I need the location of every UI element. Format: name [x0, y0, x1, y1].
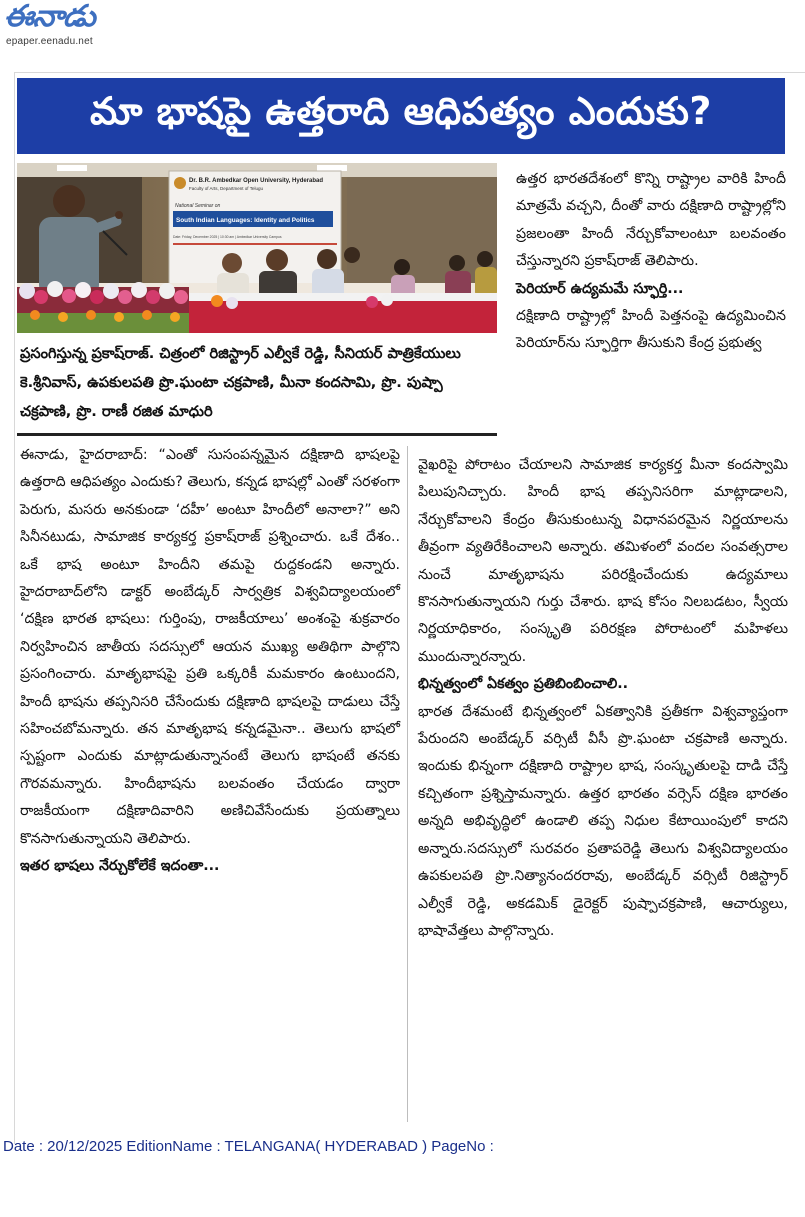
headline: మా భాషపై ఉత్తరాది ఆధిపత్యం ఎందుకు? [90, 89, 712, 133]
banner-line-1: Faculty of Arts, Department of Telugu [189, 186, 263, 191]
article-column-right-bottom [418, 452, 788, 945]
article-column-right-top [516, 166, 786, 358]
banner-line-0: Dr. B.R. Ambedkar Open University, Hyderabad [189, 178, 324, 184]
article-column-left [20, 442, 400, 881]
paragraph: భారత దేశమంటే భిన్నత్వంలో ఏకత్వానికి ప్రతీకగా విశ్వవ్యాప్తంగా పేరుందని అంబేడ్కర్‌ వర్సిటీ వీసీ ప్రొ.ఘంటా చక్రపాణి అన్నారు. ఇందుకు భిన్నంగా దక్షిణాది రాష్ట్రాల భాష, సంస్కృతులపై దాడి చేస్తే కచ్చితంగా ప్రశ్నిస్తామన్నారు. ఉత్తర భారతం వర్సెస్‌ దక్షిణ భారతం అన్నది అభివృద్ధిలో ఉండాలి తప్ప నిధుల కేటాయింపులో కాదని అన్నారు.సదస్సులో సురవరం ప్రతాపరెడ్డి తెలుగు విశ్వవిద్యాలయం ఉపకులపతి ప్రొ.నిత్యానందరరావు, అంబేడ్కర్‌ వర్సిటీ రిజిస్ట్రార్‌ ఎల్వీకే రెడ్డి, అకడమిక్‌ డైరెక్టర్‌ పుష్పాచక్రపాణి, ఆచార్యులు, భాషావేత్తలు పాల్గొన్నారు. [418, 703, 788, 939]
subheading: ఇతర భాషలు నేర్చుకోలేకే ఇదంతా... [20, 858, 220, 875]
paragraph: ఉత్తర భారతదేశంలో కొన్ని రాష్ట్రాల వారికి హిందీ మాత్రమే వచ్చని, దీంతో వారు దక్షిణాది రాష్ట్రాల్లోని ప్రజలంతా హిందీ నేర్చుకోవాలంటూ బలవంతం చేస్తున్నారని ప్రకాష్‌రాజ్‌ తెలిపారు. [516, 171, 786, 270]
banner-line-2: National Seminar on [175, 203, 221, 209]
caption-divider [17, 433, 497, 436]
seminar-photo-illustration [17, 163, 497, 333]
headline-banner [17, 78, 785, 154]
news-photo [17, 163, 497, 333]
banner-line-4: Date: Friday, December 2025 | 10:30 am | Ambedkar University Campus [173, 235, 282, 239]
masthead [2, 0, 162, 52]
subheading: పెరియార్‌ ఉద్యమమే స్ఫూర్తి... [516, 280, 684, 297]
paragraph: ఈనాడు, హైదరాబాద్‌: “ఎంతో సుసంపన్నమైన దక్షిణాది భాషలపై ఉత్తరాది ఆధిపత్యం ఎందుకు? తెలుగు, కన్నడ భాషల్లో ఎంతో సరళంగా పెరుగు, మసరు అనకుండా ‘దహీ’ అంటూ హిందీలో అనాలా?” అని సినీనటుడు, సామాజిక కార్యకర్త ప్రకాష్‌రాజ్‌ ప్రశ్నించారు. ఒకే దేశం.. ఒకే భాష అంటూ హిందీని తమపై రుద్దకండని అన్నారు. హైదరాబాద్‌లోని డాక్టర్‌ అంబేడ్కర్‌ సార్వత్రిక విశ్వవిద్యాలయంలో ‘దక్షిణ భారత భాషలు: గుర్తింపు, రాజకీయాలు’ అంశంపై శుక్రవారం నిర్వహించిన జాతీయ సదస్సులో ఆయన ముఖ్య అతిథిగా పాల్గొని ప్రసంగించారు. మాతృభాషపై ప్రతి ఒక్కరికీ మమకారం ఉంటుందని, హిందీ భాషను తప్పనిసరి చేసేందుకు దక్షిణాది భాషలపై దాడులు చేస్తే సహించబోమన్నారు. తన మాతృభాష కన్నడమైనా.. తెలుగు భాషలో స్పష్టంగా ఎందుకు మాట్లాడుతున్నానంటే తెలుగు భాషంటే తనకు గౌరవమన్నారు. హిందీభాషను బలవంతం చేయడం ద్వారా రాజకీయంగా దక్షిణాదివారిని అణిచివేసేందుకు ప్రయత్నాలు కొనసాగుతున్నాయని తెలిపారు. [20, 447, 400, 847]
paragraph: దక్షిణాది రాష్ట్రాల్లో హిందీ పెత్తనంపై ఉద్యమించిన పెరియార్‌ను స్ఫూర్తిగా తీసుకుని కేంద్ర ప్రభుత్వ [516, 308, 786, 352]
column-divider [407, 446, 408, 1122]
edition-footer: Date : 20/12/2025 EditionName : TELANGANA( HYDERABAD ) PageNo : [3, 1138, 494, 1155]
paragraph: వైఖరిపై పోరాటం చేయాలని సామాజిక కార్యకర్త మీనా కందస్వామి పిలుపునిచ్చారు. హిందీ భాష తప్పనిసరిగా మాట్లాడాలని, నేర్చుకోవాలని కేంద్రం తీసుకుంటున్న విధానపరమైన నిర్ణయాలను తీవ్రంగా వ్యతిరేకించాలని అన్నారు. తమిళంలో వందల సంవత్సరాల నుంచే మాతృభాషను పరిరక్షించేందుకు ఉద్యమాలు కొనసాగుతున్నాయని గుర్తు చేశారు. భాష కోసం నిలబడటం, స్వీయ నిర్ణయాధికారం, సంస్కృతి పరిరక్షణ పోరాటంలో మహిళలు ముందున్నారన్నారు. [418, 457, 788, 665]
stage-banner [169, 171, 341, 287]
subheading: భిన్నత్వంలో ఏకత్వం ప్రతిబింబించాలి.. [418, 676, 629, 693]
photo-caption: ప్రసంగిస్తున్న ప్రకాష్‌రాజ్‌. చిత్రంలో రిజిస్ట్రార్‌ ఎల్వీకే రెడ్డి, సీనియర్‌ పాత్రికేయులు కె.శ్రీనివాస్‌, ఉపకులపతి ప్రొ.ఘంటా చక్రపాణి, మీనా కందసామి, ప్రొ. పుష్పా చక్రపాణి, ప్రొ. రాణీ రజిత మాధురి [20, 345, 461, 420]
banner-line-3: South Indian Languages: Identity and Politics [176, 217, 315, 224]
site-url: epaper.eenadu.net [6, 36, 93, 47]
eenadu-logo: ఈనాడు [4, 0, 95, 34]
